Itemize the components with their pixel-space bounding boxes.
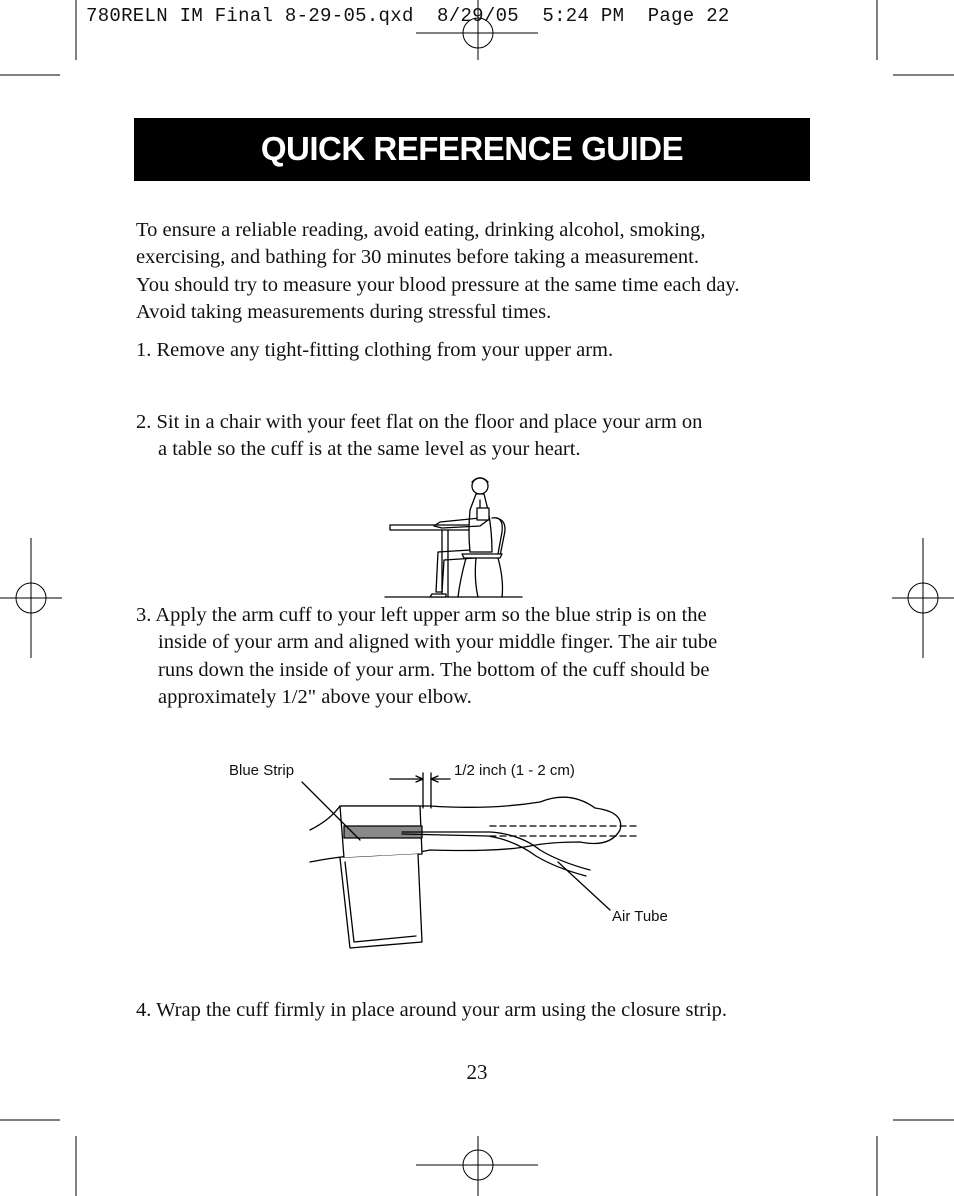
intro-line: Avoid taking measurements during stressful times.	[136, 301, 552, 324]
step-3-text: 3. Apply the arm cuff to your left upper arm so the blue strip is on the	[136, 604, 707, 626]
spacing-label: 1/2 inch (1 - 2 cm)	[454, 762, 575, 779]
intro-paragraph	[136, 217, 739, 327]
step-2	[136, 409, 702, 464]
page-number: 23	[466, 1060, 488, 1084]
step-1	[136, 337, 613, 364]
blue-strip-label: Blue Strip	[229, 762, 295, 779]
step-2-text: a table so the cuff is at the same level as your heart.	[158, 438, 581, 461]
page-title: QUICK REFERENCE GUIDE	[260, 130, 684, 167]
air-tube-label: Air Tube	[612, 908, 668, 925]
intro-line: To ensure a reliable reading, avoid eating, drinking alcohol, smoking,	[136, 219, 706, 241]
intro-line: exercising, and bathing for 30 minutes before taking a measurement.	[136, 246, 699, 269]
arm-cuff-diagram	[290, 770, 650, 955]
print-slug-line: 780RELN IM Final 8-29-05.qxd 8/29/05 5:24 PM Page 22	[86, 5, 730, 27]
step-3-text: runs down the inside of your arm. The bottom of the cuff should be	[158, 658, 710, 681]
step-4-text: 4. Wrap the cuff firmly in place around your arm using the closure strip.	[136, 999, 728, 1021]
step-1-text: 1. Remove any tight-fitting clothing from your upper arm.	[136, 339, 614, 361]
seated-posture-illustration	[380, 470, 530, 600]
step-2-text: 2. Sit in a chair with your feet flat on the floor and place your arm on	[136, 411, 703, 433]
step-3	[136, 602, 717, 712]
step-4	[136, 997, 727, 1024]
title-banner	[134, 118, 810, 181]
step-3-text: inside of your arm and aligned with your middle finger. The air tube	[158, 631, 718, 654]
intro-line: You should try to measure your blood pressure at the same time each day.	[136, 273, 740, 296]
step-3-text: approximately 1/2" above your elbow.	[158, 686, 472, 709]
